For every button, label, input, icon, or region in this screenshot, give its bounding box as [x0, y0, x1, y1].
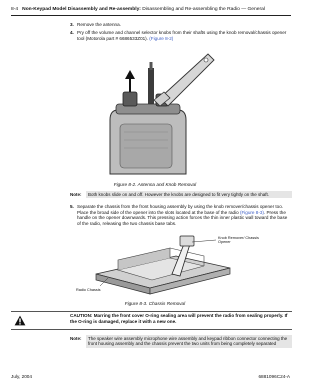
note-box	[86, 335, 292, 348]
figure-8-3-caption: Figure 8-3. Chassis Removal	[124, 301, 186, 306]
figure-8-2-caption: Figure 8-2. Antenna and Knob Removal	[113, 182, 197, 187]
header-title: Non-Keypad Model Disassembly and Re-assembly:	[22, 7, 141, 12]
footer-part-number: 6881096C24-A	[258, 374, 290, 379]
step-text: Separate the chassis from the front housing assembly by using the knob remover/chassis opener too. Place the broad side of the opener into the slots located at the base of the radio (Figure 8-3). Press the handle on the opener downwards. This pressing action forces the thin inner plastic wall toward the base of the radio, releasing the two chassis base tabs.	[77, 204, 288, 227]
note-text: Both knobs slide on and off. However the knobs are designed to fit very tightly on the shaft.	[88, 192, 270, 197]
note-1	[70, 192, 292, 200]
note-label: Note:	[70, 336, 82, 341]
step-number: 5.	[70, 204, 74, 209]
antenna	[148, 68, 154, 104]
tool-label: Knob Remover/ Chassis Opener	[218, 236, 259, 245]
note-box	[86, 191, 292, 198]
step-number: 3.	[70, 22, 74, 27]
note-2	[70, 336, 292, 354]
footer-date: July, 2004	[11, 374, 33, 379]
page-number: 8-4	[11, 7, 19, 12]
chassis-label: Radio Chassis	[76, 288, 101, 292]
figure-link[interactable]: (Figure 8-3)	[239, 209, 264, 215]
step-4	[70, 30, 292, 42]
step-5	[70, 204, 292, 234]
page-header	[11, 7, 294, 12]
antenna-knob-removal-illustration	[90, 48, 220, 178]
header-rule	[11, 15, 291, 16]
note-label: Note:	[70, 192, 82, 197]
step-3	[70, 22, 290, 28]
caution-text: CAUTION: Marring the front cover O-ring sealing area will prevent the radio from sealing properly. If the O-ring is damaged, replace it with a new one.	[70, 313, 288, 324]
volume-knob	[123, 92, 137, 106]
caution-bottom-rule	[11, 329, 292, 330]
caution-top-rule	[11, 311, 292, 312]
figure-link[interactable]: (Figure 8-2)	[149, 35, 174, 41]
exclamation-triangle-icon	[14, 315, 26, 326]
note-text: The speaker wire assembly microphone wire assembly and keypad ribbon connector connecting the front housing assembly and the chassis prevent the two units from being completely separated	[88, 336, 288, 347]
step-text: Pry off the volume and channel selector knobs from their shafts using the knob removal/chassis opener tool (Motorola part # 6686533Z01). (Figure 8-2)	[77, 30, 287, 41]
step-number: 4.	[70, 30, 74, 35]
header-subtitle: Disassembling and Re-assembling the Radio — General	[142, 7, 265, 12]
step-text: Remove the antenna.	[77, 22, 121, 27]
arrow-up-icon	[125, 70, 135, 79]
